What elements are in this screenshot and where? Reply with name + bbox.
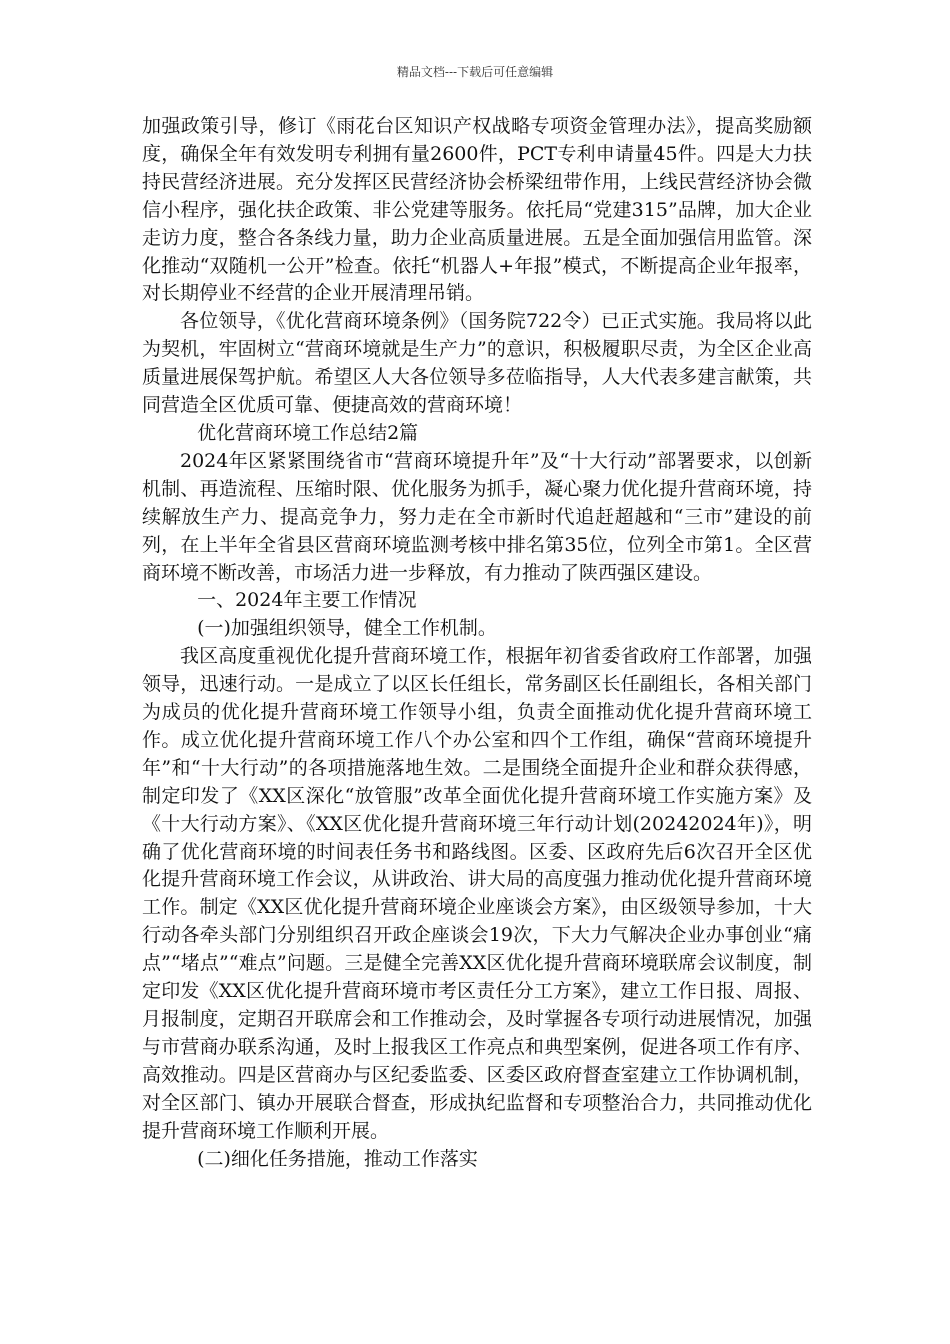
section-title: 优化营商环境工作总结2篇	[197, 421, 419, 444]
heading-level-2-second: (二)细化任务措施，推动工作落实	[197, 1147, 478, 1170]
paragraph-continuation: 加强政策引导，修订《雨花台区知识产权战略专项资金管理办法》，提高奖励额度，确保全年有效发明专利拥有量2600件，PCT专利申请量45件。四是大力扶持民营经济进展。充分发挥区民营经济协会桥梁纽带作用，上线民营经济协会微信小程序，强化扶企政策、非公党建等服务。依托局“党建315”品牌，加大企业走访力度，整合各条线力量，助力企业高质量进展。五是全面加强信用监管。深化推动“双随机一公开”检查。依托“机器人+年报”模式，不断提高企业年报率，对长期停业不经营的企业开展清理吊销。	[142, 115, 812, 305]
document-body	[142, 113, 812, 1173]
paragraph-organization: 我区高度重视优化提升营商环境工作，根据年初省委省政府工作部署，加强领导，迅速行动。一是成立了以区长任组长，常务副区长任副组长，各相关部门为成员的优化提升营商环境工作领导小组，负责全面推动优化提升营商环境工作。成立优化提升营商环境工作八个办公室和四个工作组，确保“营商环境提升年”和“十大行动”的各项措施落地生效。二是围绕全面提升企业和群众获得感，制定印发了《XX区深化“放管服”改革全面优化提升营商环境工作实施方案》及《十大行动方案》、《XX区优化提升营商环境三年行动计划(20242024年)》，明确了优化营商环境的时间表任务书和路线图。区委、区政府先后6次召开全区优化提升营商环境工作会议，从讲政治、讲大局的高度强力推动优化提升营商环境工作。制定《XX区优化提升营商环境企业座谈会方案》，由区级领导参加，十大行动各牵头部门分别组织召开政企座谈会19次，下大力气解决企业办事创业“痛点”“堵点”“难点”问题。三是健全完善XX区优化提升营商环境联席会议制度，制定印发《XX区优化提升营商环境市考区责任分工方案》，建立工作日报、周报、月报制度，定期召开联席会和工作推动会，及时掌握各专项行动进展情况，加强与市营商办联系沟通，及时上报我区工作亮点和典型案例，促进各项工作有序、高效推动。四是区营商办与区纪委监委、区委区政府督查室建立工作协调机制，对全区部门、镇办开展联合督查，形成执纪监督和专项整治合力，共同推动优化提升营商环境工作顺利开展。	[142, 645, 812, 1142]
heading-level-2-first: (一)加强组织领导，健全工作机制。	[197, 617, 497, 640]
paragraph-closing-remarks: 各位领导，《优化营商环境条例》（国务院722令）已正式实施。我局将以此为契机，牢固树立“营商环境就是生产力”的意识，积极履职尽责，为全区企业高质量进展保驾护航。希望区人大各位领导多莅临指导，人大代表多建言献策，共同营造全区优质可靠、便捷高效的营商环境！	[142, 310, 812, 417]
page-header: 精品文档---下载后可任意编辑	[396, 65, 554, 79]
paragraph-intro: 2024年区紧紧围绕省市“营商环境提升年”及“十大行动”部署要求，以创新机制、再造流程、压缩时限、优化服务为抓手，凝心聚力优化提升营商环境，持续解放生产力、提高竞争力，努力走在全市新时代追赶超越和“三市”建设的前列，在上半年全省县区营商环境监测考核中排名第35位，位列全市第1。全区营商环境不断改善，市场活力进一步释放，有力推动了陕西强区建设。	[142, 449, 812, 584]
heading-level-1: 一、2024年主要工作情况	[197, 589, 417, 612]
